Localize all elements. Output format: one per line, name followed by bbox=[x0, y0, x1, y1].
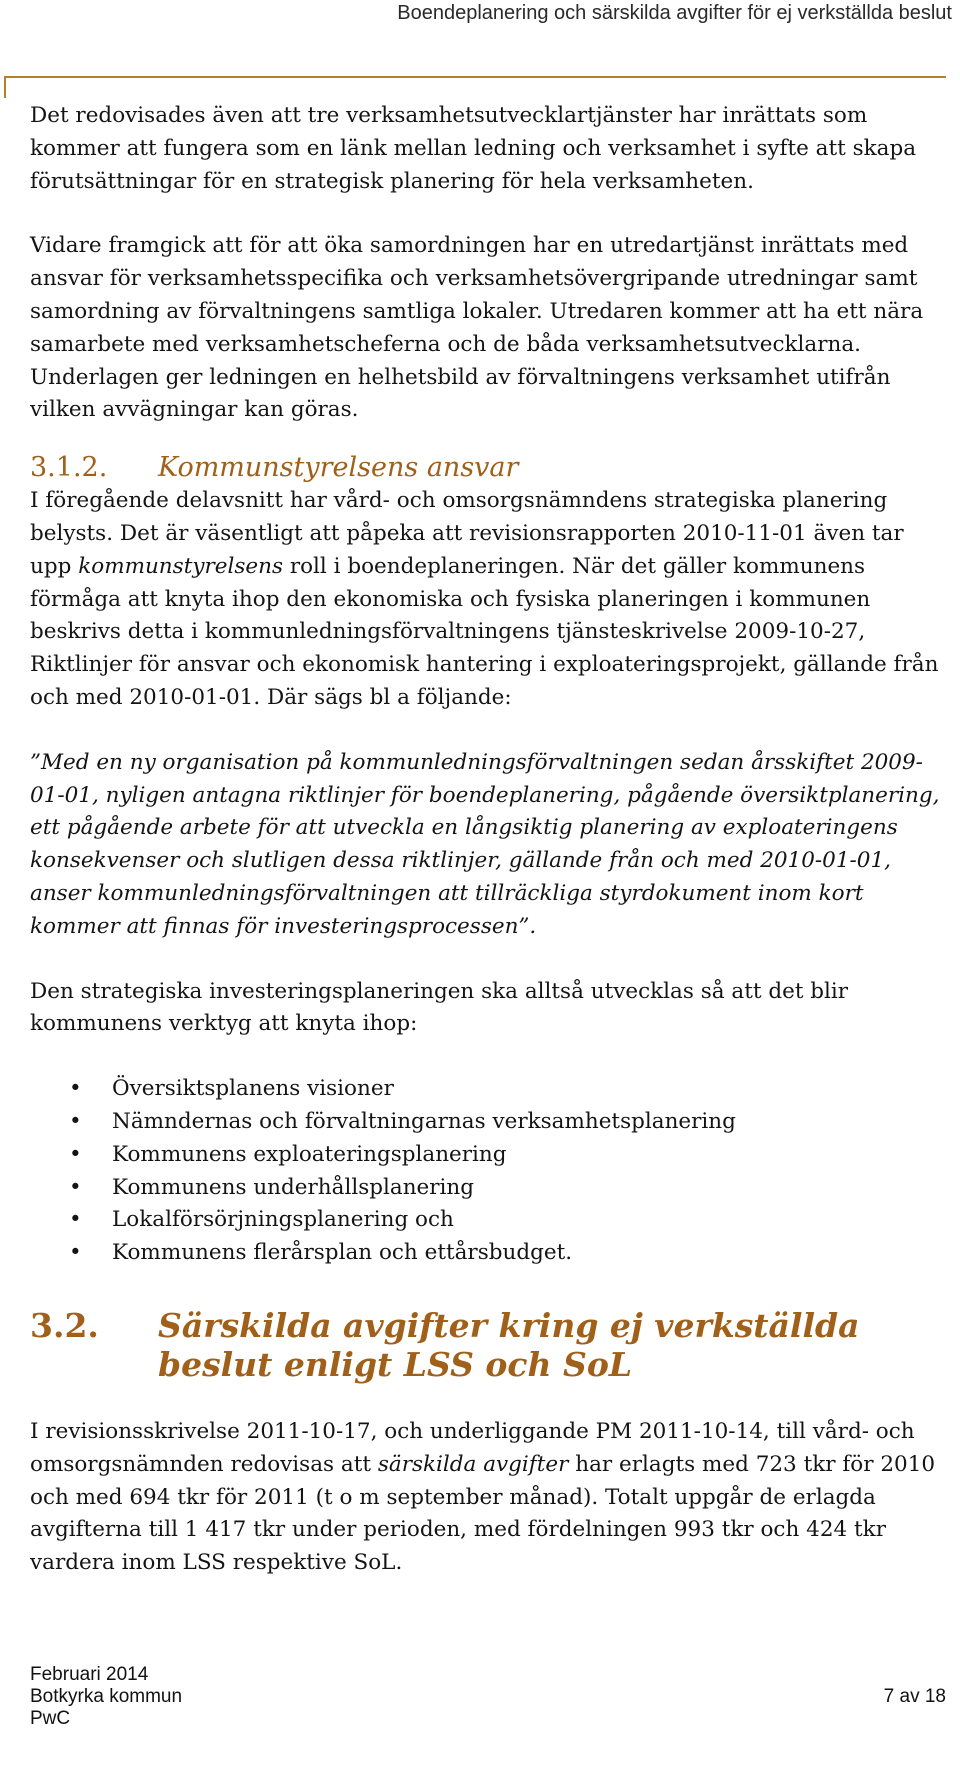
list-item bbox=[30, 1237, 950, 1270]
document-body bbox=[30, 100, 950, 1580]
section-heading-3-1-2 bbox=[30, 451, 950, 485]
paragraph-2: Vidare framgick att för att öka samordningen har en utredartjänst inrättats med ansvar för verksamhetsspecifika och verksamhetsövergripande utredningar samt samordning av förvaltningens samtliga lokaler. Utredaren kommer att ha ett nära samarbete med verksamhetscheferna och de båda verksamhetsutvecklarna. Underlagen ger ledningen en helhetsbild av förvaltningens verksamhet utifrån vilken avvägningar kan göras. bbox=[30, 233, 924, 423]
page-number: 7 av 18 bbox=[883, 1686, 946, 1707]
bullet-icon: • bbox=[69, 1141, 82, 1167]
bullet-icon: • bbox=[69, 1207, 82, 1233]
quote-paragraph bbox=[30, 747, 950, 944]
list-item-text: Översiktsplanens visioner bbox=[112, 1076, 394, 1102]
paragraph-4: Den strategiska investeringsplaneringen ska alltså utvecklas så att det blir kommunens verktyg att knyta ihop: bbox=[30, 978, 849, 1037]
section-number: 3.1.2. bbox=[30, 452, 108, 484]
section-title-line-1: Särskilda avgifter kring ej verkställda bbox=[158, 1305, 860, 1345]
paragraph-3 bbox=[30, 485, 950, 715]
page-header-title: Boendeplanering och särskilda avgifter för ej verkställda beslut bbox=[397, 2, 952, 24]
list-item bbox=[30, 1139, 950, 1172]
corner-rule bbox=[4, 76, 946, 98]
paragraph-3-part-b: roll i boendeplaneringen. När det gäller kommunens förmåga att knyta ihop den ekonomiska och fysiska planeringen i kommunen beskrivs detta i kommunledningsförvaltningens tjänsteskrivelse 2009-10-27, Riktlinjer för ansvar och ekonomisk hantering i exploateringsprojekt, gällande från och med 2010-01-01. Där sägs bl a följande: bbox=[30, 553, 939, 710]
list-item bbox=[30, 1172, 950, 1205]
paragraph-5 bbox=[30, 1416, 950, 1580]
footer-date: Februari 2014 bbox=[30, 1664, 149, 1685]
list-item-text: Kommunens flerårsplan och ettårsbudget. bbox=[112, 1240, 573, 1266]
list-item-text: Lokalförsörjningsplanering och bbox=[112, 1207, 454, 1233]
list-item bbox=[30, 1073, 950, 1106]
section-title bbox=[158, 1306, 859, 1384]
list-item bbox=[30, 1204, 950, 1237]
page-footer bbox=[30, 1664, 946, 1730]
footer-firm: PwC bbox=[30, 1708, 71, 1729]
bullet-icon: • bbox=[69, 1174, 82, 1200]
bullet-icon: • bbox=[69, 1108, 82, 1134]
section-title-line-2: beslut enligt LSS och SoL bbox=[158, 1344, 633, 1384]
bullet-icon: • bbox=[69, 1076, 82, 1102]
list-item-text: Nämndernas och förvaltningarnas verksamhetsplanering bbox=[112, 1108, 736, 1134]
paragraph-5-part-b: har erlagts med 723 tkr för 2010 och med 694 tkr för 2011 (t o m september månad). Totalt uppgår de erlagda avgifterna till 1 417 tkr under perioden, med fördelningen 993 tkr och 424 tkr vardera inom LSS respektive SoL. bbox=[30, 1451, 936, 1576]
paragraph-1: Det redovisades även att tre verksamhetsutvecklartjänster har inrättats som kommer att fungera som en länk mellan ledning och verksamhet i syfte att skapa förutsättningar för en strategisk planering för hela verksamheten. bbox=[30, 103, 917, 194]
paragraph-5-part-a: I revisionsskrivelse 2011-10-17, och underliggande PM 2011-10-14, till vård- och omsorgsnämnden redovisas att bbox=[30, 1418, 915, 1477]
section-title: Kommunstyrelsens ansvar bbox=[158, 452, 519, 484]
section-heading-3-2 bbox=[30, 1306, 950, 1384]
paragraph-5-emphasis: särskilda avgifter bbox=[377, 1451, 569, 1477]
bullet-icon: • bbox=[69, 1240, 82, 1266]
quote-text: ”Med en ny organisation på kommunledningsförvaltningen sedan årsskiftet 2009-01-01, nyligen antagna riktlinjer för boendeplanering, pågående översiktplanering, ett pågående arbete för att utveckla en långsiktig planering av exploateringens konsekvenser och slutligen dessa riktlinjer, gällande från och med 2010-01-01, anser kommunledningsförvaltningen att tillräckliga styrdokument inom kort kommer att finnas för investeringsprocessen”. bbox=[30, 749, 940, 939]
paragraph-3-part-a: I föregående delavsnitt har vård- och omsorgsnämndens strategiska planering belysts. Det är väsentligt att påpeka att revisionsrapporten 2010-11-01 även tar upp bbox=[30, 488, 904, 579]
footer-organization: Botkyrka kommun bbox=[30, 1686, 183, 1707]
list-item bbox=[30, 1106, 950, 1139]
section-number: 3.2. bbox=[30, 1305, 99, 1345]
list-item-text: Kommunens underhållsplanering bbox=[112, 1174, 475, 1200]
paragraph-3-emphasis: kommunstyrelsens bbox=[78, 553, 283, 579]
list-item-text: Kommunens exploateringsplanering bbox=[112, 1141, 507, 1167]
bullet-list bbox=[30, 1073, 950, 1270]
